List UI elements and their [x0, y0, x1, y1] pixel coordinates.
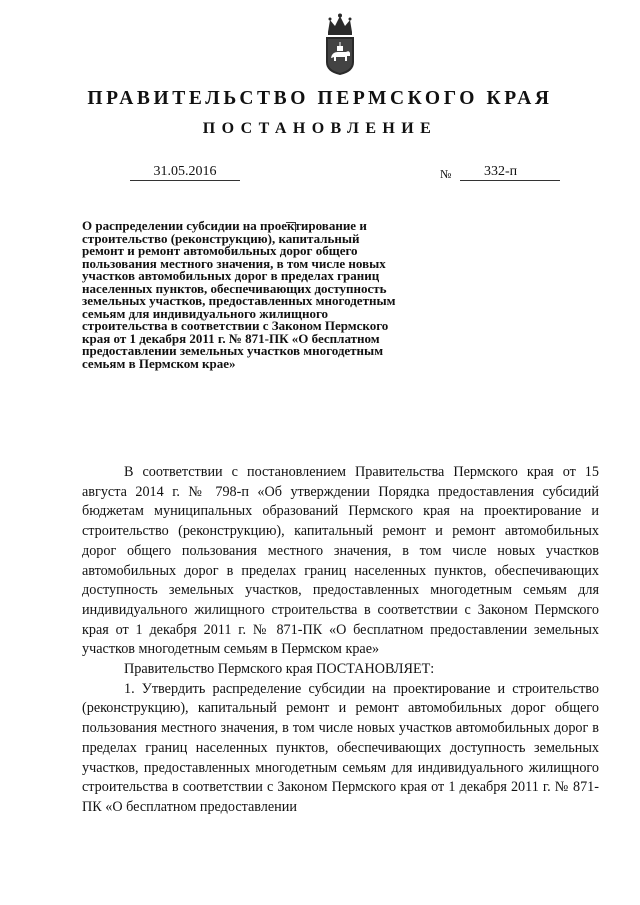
item-1-paragraph: 1. Утвердить распределение субсидии на проектирование и строительство (реконструкцию), капитальный ремонт и ремонт автомобильных дорог общего пользования местного значения, в том числе новых участков автомобильных дорог в пределах границ населенных пунктов, обеспечивающих доступность земельных участков, предоставленных многодетным семьям для индивидуального жилищного строительства в соответствии с Законом Пермского края от 1 декабря 2011 г. № 871-ПК «О бесплатном предоставлении — [82, 680, 599, 815]
preamble-paragraph: В соответствии с постановлением Правительства Пермского края от 15 августа 2014 г. № 798-п «Об утверждении Порядка предоставления субсидий бюджетам муниципальных образований Пермского края на проектирование и строительство (реконструкцию), капитальный ремонт и ремонт автомобильных дорог общего пользования местного значения, в том числе новых участков автомобильных дорог в пределах границ населенных пунктов, обеспечивающих доступность земельных участков, предоставленных многодетным семьям для индивидуального жилищного строительства в соответствии с Законом Пермского края от 1 декабря 2011 г. № 871-ПК «О бесплатном предоставлении земельных участков многодетным семьям в Пермском крае» — [82, 464, 599, 658]
document-number: 332-п — [460, 164, 560, 181]
document-date: 31.05.2016 — [130, 164, 240, 181]
resolves-paragraph: Правительство Пермского края ПОСТАНОВЛЯЕТ: — [124, 661, 435, 678]
perm-krai-coat-of-arms-icon — [322, 12, 358, 76]
document-body — [82, 463, 599, 818]
government-title: ПРАВИТЕЛЬСТВО ПЕРМСКОГО КРАЯ — [87, 88, 553, 109]
document-type: ПОСТАНОВЛЕНИЕ — [202, 120, 438, 137]
number-sign: № — [440, 167, 452, 181]
corner-bracket — [286, 222, 296, 232]
document-subject: О распределении субсидии на проектирование и строительство (реконструкцию), капитальный ремонт и ремонт автомобильных дорог общего пользования местного значения, в том числе новых участков автомобильных дорог в пределах границ населенных пунктов, обеспечивающих доступность земельных участков, предоставленных многодетным семьям для индивидуального жилищного строительства в соответствии с Законом Пермского края от 1 декабря 2011 г. № 871-ПК «О бесплатном предоставлении земельных участков многодетным семьям в Пермском крае» — [82, 218, 396, 371]
